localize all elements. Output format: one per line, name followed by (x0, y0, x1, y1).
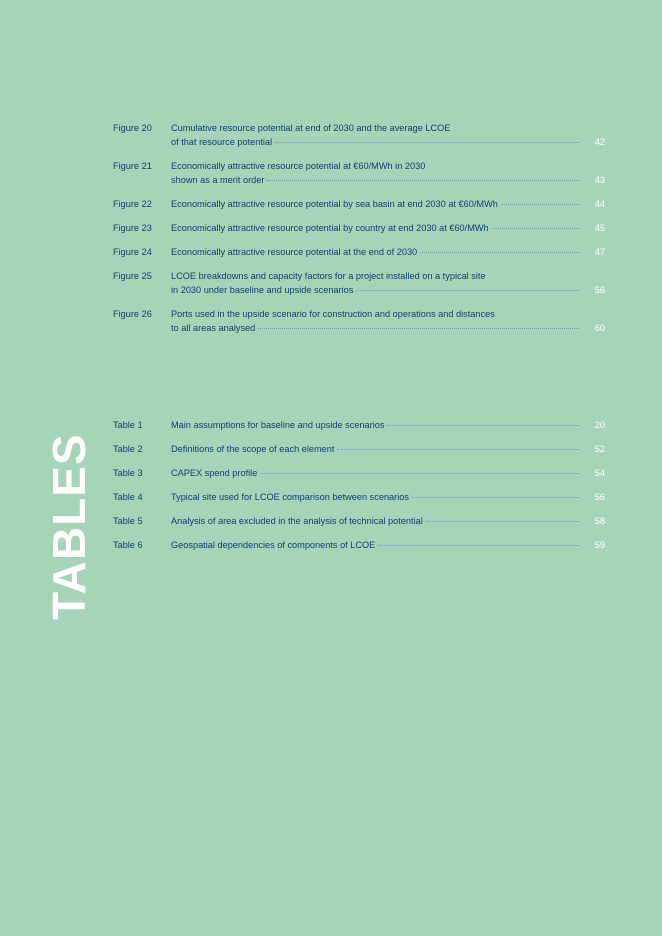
table-entry-title: Definitions of the scope of each element (171, 444, 335, 454)
figure-entry-label: Figure 23 (113, 223, 152, 233)
page-number: 54 (594, 468, 605, 478)
figure-entry[interactable] (113, 269, 605, 297)
figure-entry-title: Economically attractive resource potential at the end of 2030 (171, 247, 418, 257)
dot-leader (420, 252, 579, 253)
table-entry[interactable] (113, 514, 605, 528)
figure-entry[interactable] (113, 159, 605, 187)
figure-entry-title: Economically attractive resource potential by sea basin at end 2030 at €60/MWh (171, 199, 498, 209)
dot-leader (387, 425, 579, 426)
table-entry-title: Typical site used for LCOE comparison between scenarios (171, 492, 409, 502)
figure-entry-title: Economically attractive resource potential by country at end 2030 at €60/MWh (171, 223, 489, 233)
page-number: 47 (594, 247, 605, 257)
table-entry-title: Geospatial dependencies of components of LCOE (171, 540, 376, 550)
figure-entry-title: Economically attractive resource potential at €60/MWh in 2030 (171, 161, 426, 171)
figure-entry[interactable] (113, 245, 605, 259)
page-number: 45 (594, 223, 605, 233)
figure-entry-title: of that resource potential (171, 137, 273, 147)
table-entry[interactable] (113, 490, 605, 504)
table-entry[interactable] (113, 466, 605, 480)
figure-entry[interactable] (113, 221, 605, 235)
figure-entry-title: Cumulative resource potential at end of 2030 and the average LCOE (171, 123, 451, 133)
table-entry-label: Table 3 (113, 468, 143, 478)
page-number: 56 (594, 285, 605, 295)
dot-leader (258, 328, 579, 329)
figure-entry-title: in 2030 under baseline and upside scenarios (171, 285, 354, 295)
tables-list (113, 418, 605, 562)
figure-entry-label: Figure 21 (113, 161, 152, 171)
page-number: 59 (594, 540, 605, 550)
dot-leader (501, 204, 579, 205)
table-entry-label: Table 2 (113, 444, 143, 454)
dot-leader (492, 228, 579, 229)
table-entry-label: Table 1 (113, 420, 143, 430)
dot-leader (337, 449, 579, 450)
figure-entry-title: LCOE breakdowns and capacity factors for a project installed on a typical site (171, 271, 486, 281)
figure-entry[interactable] (113, 197, 605, 211)
dot-leader (378, 545, 579, 546)
dot-leader (426, 521, 579, 522)
page-number: 42 (594, 137, 605, 147)
figure-entry[interactable] (113, 121, 605, 149)
dot-leader (275, 142, 579, 143)
table-entry-label: Table 6 (113, 540, 143, 550)
figures-list (113, 121, 605, 345)
table-entry-label: Table 5 (113, 516, 143, 526)
figure-entry-title: to all areas analysed (171, 323, 256, 333)
page-number: 43 (594, 175, 605, 185)
page-number: 20 (594, 420, 605, 430)
figure-entry-label: Figure 25 (113, 271, 152, 281)
figure-entry-label: Figure 24 (113, 247, 152, 257)
page-number: 58 (594, 516, 605, 526)
page-number: 60 (594, 323, 605, 333)
figure-entry-title: shown as a merit order (171, 175, 265, 185)
table-entry-title: Main assumptions for baseline and upside scenarios (171, 420, 385, 430)
figure-entry-label: Figure 20 (113, 123, 152, 133)
table-entry[interactable] (113, 442, 605, 456)
figure-entry[interactable] (113, 307, 605, 335)
table-entry-title: Analysis of area excluded in the analysis of technical potential (171, 516, 423, 526)
dot-leader (260, 473, 579, 474)
dot-leader (412, 497, 579, 498)
section-title: TABLES (43, 433, 95, 620)
table-entry[interactable] (113, 418, 605, 432)
dot-leader (267, 180, 579, 181)
figure-entry-label: Figure 26 (113, 309, 152, 319)
figure-entry-label: Figure 22 (113, 199, 152, 209)
page-number: 44 (594, 199, 605, 209)
table-entry[interactable] (113, 538, 605, 552)
table-entry-label: Table 4 (113, 492, 143, 502)
dot-leader (356, 290, 579, 291)
page-number: 56 (594, 492, 605, 502)
figure-entry-title: Ports used in the upside scenario for construction and operations and distances (171, 309, 495, 319)
table-entry-title: CAPEX spend profile (171, 468, 258, 478)
page-number: 52 (594, 444, 605, 454)
